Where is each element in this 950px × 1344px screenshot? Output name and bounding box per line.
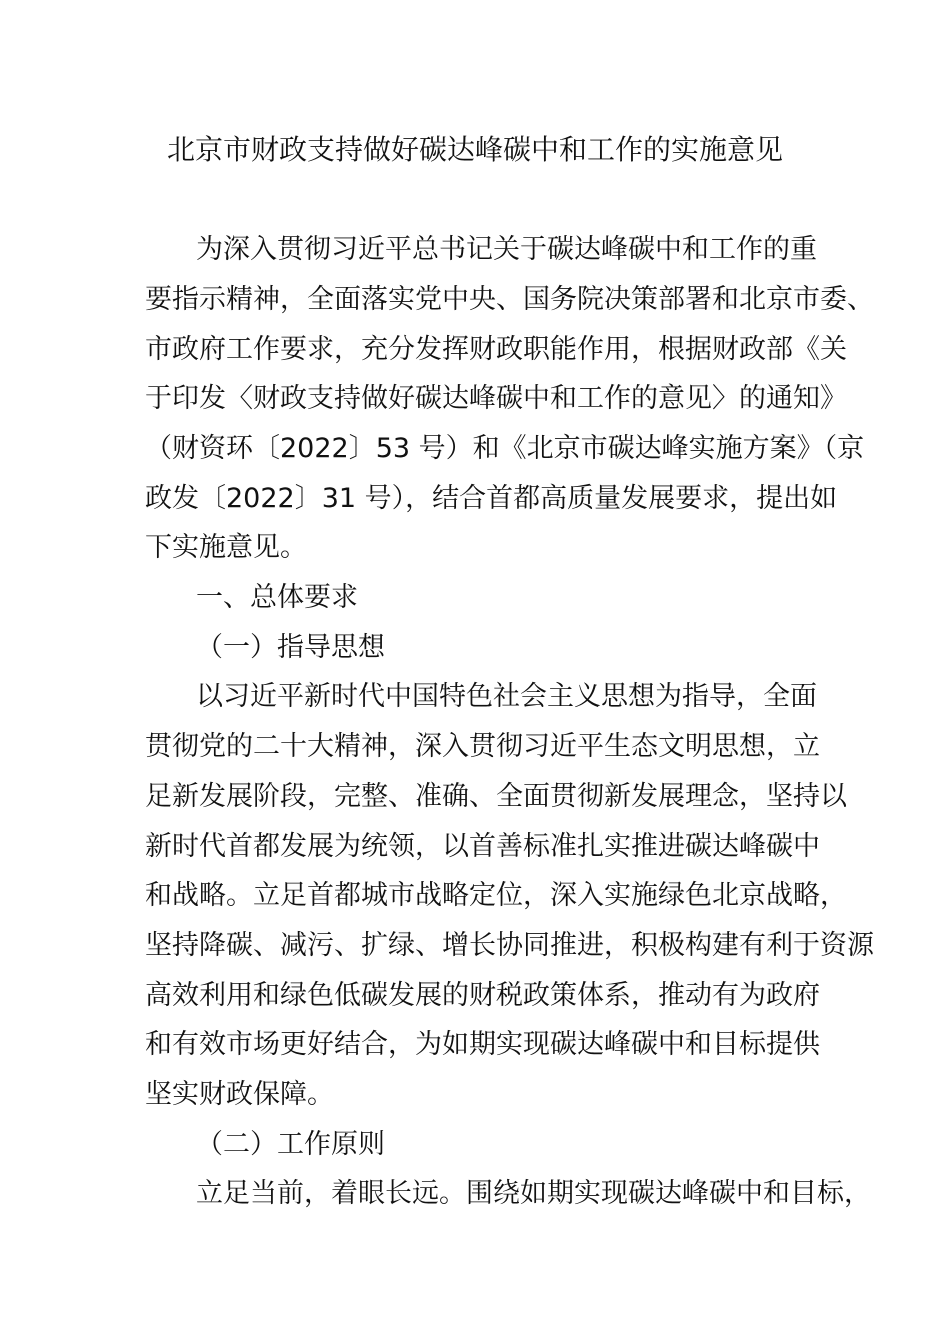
paragraph-line-guiding-7: 高效利用和绿色低碳发展的财税政策体系，推动有为政府 [145, 980, 820, 1011]
paragraph-line-guiding-3: 足新发展阶段，完整、准确、全面贯彻新发展理念，坚持以 [145, 781, 847, 812]
paragraph-line-intro-6: 政发〔2022〕31 号），结合首都高质量发展要求，提出如 [145, 483, 838, 514]
paragraph-line-principles-1: 立足当前，着眼长远。围绕如期实现碳达峰碳中和目标， [196, 1178, 871, 1209]
paragraph-line-intro-2: 要指示精神，全面落实党中央、国务院决策部署和北京市委、 [145, 284, 874, 315]
paragraph-line-guiding-5: 和战略。立足首都城市战略定位，深入实施绿色北京战略， [145, 880, 847, 911]
paragraph-line-intro-3: 市政府工作要求，充分发挥财政职能作用，根据财政部《关 [145, 334, 847, 365]
paragraph-line-intro-5: （财资环〔2022〕53 号）和《北京市碳达峰实施方案》（京 [145, 433, 865, 464]
paragraph-line-intro-7: 下实施意见。 [145, 532, 307, 563]
subsection-heading-1: （一）指导思想 [196, 632, 385, 663]
section-heading-1: 一、总体要求 [196, 582, 358, 613]
paragraph-line-guiding-4: 新时代首都发展为统领，以首善标准扎实推进碳达峰碳中 [145, 831, 820, 862]
paragraph-line-guiding-6: 坚持降碳、减污、扩绿、增长协同推进，积极构建有利于资源 [145, 930, 874, 961]
document-title: 北京市财政支持做好碳达峰碳中和工作的实施意见 [166, 133, 783, 166]
paragraph-line-guiding-1: 以习近平新时代中国特色社会主义思想为指导，全面 [196, 681, 817, 712]
paragraph-line-guiding-8: 和有效市场更好结合，为如期实现碳达峰碳中和目标提供 [145, 1029, 820, 1060]
paragraph-line-intro-1: 为深入贯彻习近平总书记关于碳达峰碳中和工作的重 [196, 234, 817, 265]
subsection-heading-2: （二）工作原则 [196, 1129, 385, 1160]
paragraph-line-guiding-9: 坚实财政保障。 [145, 1079, 334, 1110]
paragraph-line-guiding-2: 贯彻党的二十大精神，深入贯彻习近平生态文明思想，立 [145, 731, 820, 762]
paragraph-line-intro-4: 于印发〈财政支持做好碳达峰碳中和工作的意见〉的通知》 [145, 383, 847, 414]
